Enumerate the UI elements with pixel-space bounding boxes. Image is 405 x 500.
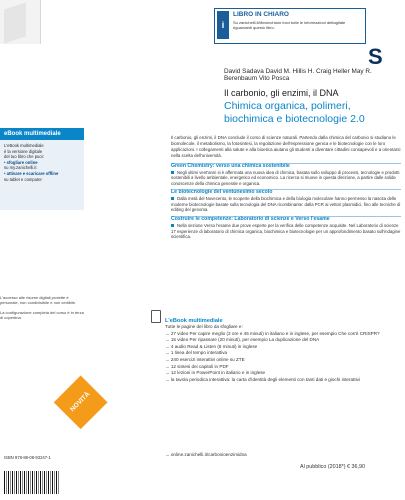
intro-paragraph: Il carbonio, gli enzimi, il DNA conclude il corso di scienze naturali. Partendo dalla chimica del carbonio si studiano le biomolecole, il metabolismo, la fotosintesi, la regolazione dell'espressione genica e le biotecnologie con le loro applicazioni. I collegamenti alla salute e alla bioetica aiutano gli studenti a diventare cittadini consapevoli e a orientarsi nella scelta dell'università. <box>171 135 401 158</box>
isbn: ISBN 978-88-08-93247-1 <box>4 455 51 460</box>
section-body: Nella sezione Verso l'esame due prove esperte per la verifica delle competenze acquisite. Nel Laboratorio di scienze 17 esperienze di laboratorio di chimica organica, biochimica e biotecnologie per un approfondimento basato sull'indagine scientifica. <box>171 222 401 240</box>
feature-item: → la tavola periodica interattiva: la carta d'identità degli elementi con tanti dati e giochi interattivi <box>165 376 360 382</box>
description <box>171 135 401 240</box>
feature-item: → 240 esercizi interattivi online su ZTE <box>165 356 245 362</box>
ebook-sidebar-line: su my.zanichelli.it <box>4 165 37 171</box>
libro-in-chiaro-text: Su zanichelli.it/libroinchiaro trovi tutte le informazioni dettagliate riguardanti questo libro. <box>233 20 346 30</box>
access-notes <box>0 295 84 325</box>
libro-in-chiaro-title: LIBRO IN CHIARO <box>233 11 289 18</box>
ebook-sidebar-line: è la versione digitale <box>4 148 43 154</box>
bullet-square-icon <box>171 224 174 227</box>
ebook-sidebar-line: su tablet e computer <box>4 176 42 182</box>
ebook-sidebar-line: del tuo libro che puoi: <box>4 154 44 160</box>
access-note: L'accesso alle risorse digitali protette è personale, non condivisibile e non cedibile. <box>0 295 77 305</box>
price: Al pubblico (2018*) € 36,90 <box>300 464 366 470</box>
corner-stamp <box>0 0 41 44</box>
ebook-features-title: L'eBook multimediale <box>165 318 223 324</box>
feature-item: → 1 linea del tempo interattiva <box>165 350 228 356</box>
feature-item: → 4 audio Read & Listen (8 minuti) in inglese <box>165 343 258 349</box>
online-link[interactable]: → online.zanichelli.it/carbonioenzimidna <box>165 452 247 457</box>
feature-item: → 27 video Per capire meglio (2 ore e 45 minuti) in italiano e in inglese, per esempio Che cos'è CRISPR? <box>165 330 380 336</box>
main-title-line: biochimica e biotecnologie 2.0 <box>224 113 365 125</box>
ebook-sidebar-box <box>0 128 84 210</box>
bullet-square-icon <box>171 197 174 200</box>
section-body: Negli ultimi vent'anni si è affermata una nuova idea di chimica, basata sullo sviluppo di processi, tecnologie e prodotti sostenibili a livello ambientale, energetico ed economico. La ricerca si muove in questa direzione, a partire dalle solide conoscenze della chimica generale e organica. <box>171 169 400 186</box>
ebook-sidebar-line: • attivare e scaricare offline <box>4 170 59 176</box>
ebook-features-intro: Tutte le pagine del libro da sfogliare e: <box>165 324 243 329</box>
main-title <box>224 100 365 126</box>
section-title: Costruire le competenze: Laboratorio di scienze e Verso l'esame <box>171 216 330 222</box>
ebook-sidebar-line: • sfogliare online <box>4 159 38 165</box>
feature-item: → 15 video Per ripassare (20 minuti), per esempio La duplicazione del DNA <box>165 337 320 343</box>
ebook-features <box>165 318 401 383</box>
ebook-sidebar-header: eBook multimediale <box>0 128 84 140</box>
novita-badge: NOVITÀ <box>54 375 108 429</box>
main-title-line: Chimica organica, polimeri, <box>224 100 351 112</box>
feature-item: → 12 sintesi dei capitoli in PDF <box>165 363 229 369</box>
section-title: Green Chemistry: verso una chimica sostenibile <box>171 162 290 169</box>
series-letter: S <box>368 44 383 69</box>
section-body: Dalla metà del Novecento, le scoperte della biochimica e della biologia molecolare hanno permesso la nascita delle moderne biotecnologie basate sulla tecnologia del DNA ricombinante: dalla PCR ai vettori plasmidici, fino alle tecniche di editing del genoma. <box>171 196 401 213</box>
libro-in-chiaro-badge <box>214 8 366 44</box>
ebook-sidebar-line: L'eBook multimediale <box>4 143 44 148</box>
feature-item: → 12 lezioni in PowerPoint in italiano e in inglese <box>165 370 266 376</box>
authors: David Sadava David M. Hillis H. Craig Heller May R. Berenbaum Vito Posca <box>224 68 372 82</box>
subtitle: Il carbonio, gli enzimi, il DNA <box>224 88 339 98</box>
bullet-square-icon <box>171 171 174 174</box>
section-title: Le biotecnologie del ventunesimo secolo <box>171 189 273 196</box>
book-icon: i <box>217 11 229 39</box>
tablet-icon <box>151 310 161 323</box>
course-config-note: La configurazione completa del corso è in terza di copertina. <box>0 310 84 320</box>
barcode-icon <box>4 471 60 494</box>
